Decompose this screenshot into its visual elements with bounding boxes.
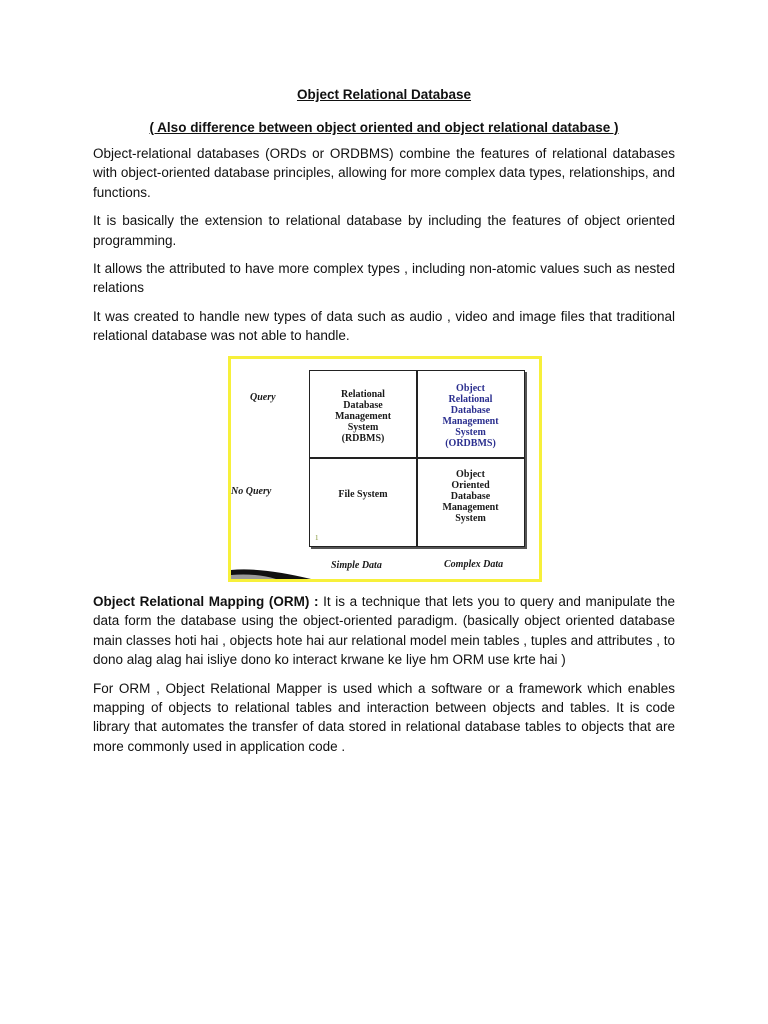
cell-ordbms-line: System (455, 427, 486, 438)
quadrant-grid (309, 370, 525, 547)
orm-text: It is a technique that lets you to query and manipulate the data form the database using the object-oriented paradigm. (basically object oriented database main classes hoti hai , objects hote hai aur relational model mein tables , tuples and attributes , to dono alag alag hai isliye dono ko interact krwane ke liye hm ORM use krte hai ) (93, 594, 675, 668)
cell-ordbms-line: Object (456, 383, 485, 394)
cell-ordbms (417, 383, 524, 449)
cell-oodbms-line: System (455, 513, 486, 524)
cell-ordbms-line: Management (442, 416, 499, 427)
cell-ordbms-line: Database (450, 405, 491, 416)
cell-rdbms-line: Database (343, 400, 383, 411)
cell-rdbms-line: (RDBMS) (341, 433, 385, 444)
document-page-continued (93, 592, 675, 765)
row-label-no-query: No Query (231, 486, 272, 497)
cell-ordbms-line: Relational (448, 394, 493, 405)
cell-ordbms-line: (ORDBMS) (445, 438, 496, 449)
paragraph-extension: It is basically the extension to relational database by including the features of object oriented programming. (93, 213, 675, 248)
col-label-simple-data: Simple Data (331, 560, 382, 571)
paragraph-ordbms-intro: Object-relational databases (ORDs or ORDBMS) combine the features of relational databases with object-oriented database principles, allowing for more complex data types, relationships, and functions. (93, 146, 675, 200)
paragraph-complex-types: It allows the attributed to have more complex types , including non-atomic values such as nested relations (93, 261, 675, 296)
cell-rdbms-line: Management (334, 411, 392, 422)
cell-oodbms-line: Oriented (451, 480, 490, 491)
col-label-complex-data: Complex Data (444, 559, 504, 570)
paragraph-new-data-types: It was created to handle new types of data such as audio , video and image files that traditional relational database was not able to handle. (93, 308, 675, 344)
document-page (93, 85, 675, 355)
dbms-comparison-figure (228, 356, 542, 582)
cell-oodbms (417, 469, 524, 524)
cell-rdbms (310, 389, 416, 444)
cell-rdbms-line: Relational (341, 389, 385, 400)
cell-oodbms-line: Object (456, 469, 485, 480)
cell-file-system (310, 489, 416, 500)
orm-heading: Object Relational Mapping (ORM) : (93, 594, 319, 609)
page-subtitle: ( Also difference between object oriented and object relational database ) (149, 120, 619, 135)
paragraph-orm (93, 592, 675, 670)
decorative-swoosh (231, 567, 311, 579)
cell-file-system-line: File System (338, 489, 388, 500)
slide-number: 1 (315, 534, 319, 542)
cell-oodbms-line: Database (450, 491, 491, 502)
grid-horizontal-divider (310, 457, 524, 459)
row-label-query: Query (250, 392, 276, 403)
page-title: Object Relational Database (296, 87, 472, 102)
cell-rdbms-line: System (347, 422, 379, 433)
cell-oodbms-line: Management (442, 502, 499, 513)
paragraph-orm-mapper: For ORM , Object Relational Mapper is used which a software or a framework which enables mapping of objects to relational tables and interaction between objects and tables. It is code library that automates the transfer of data stored in relational database tables to objects that are more commonly used in application code . (93, 680, 675, 754)
